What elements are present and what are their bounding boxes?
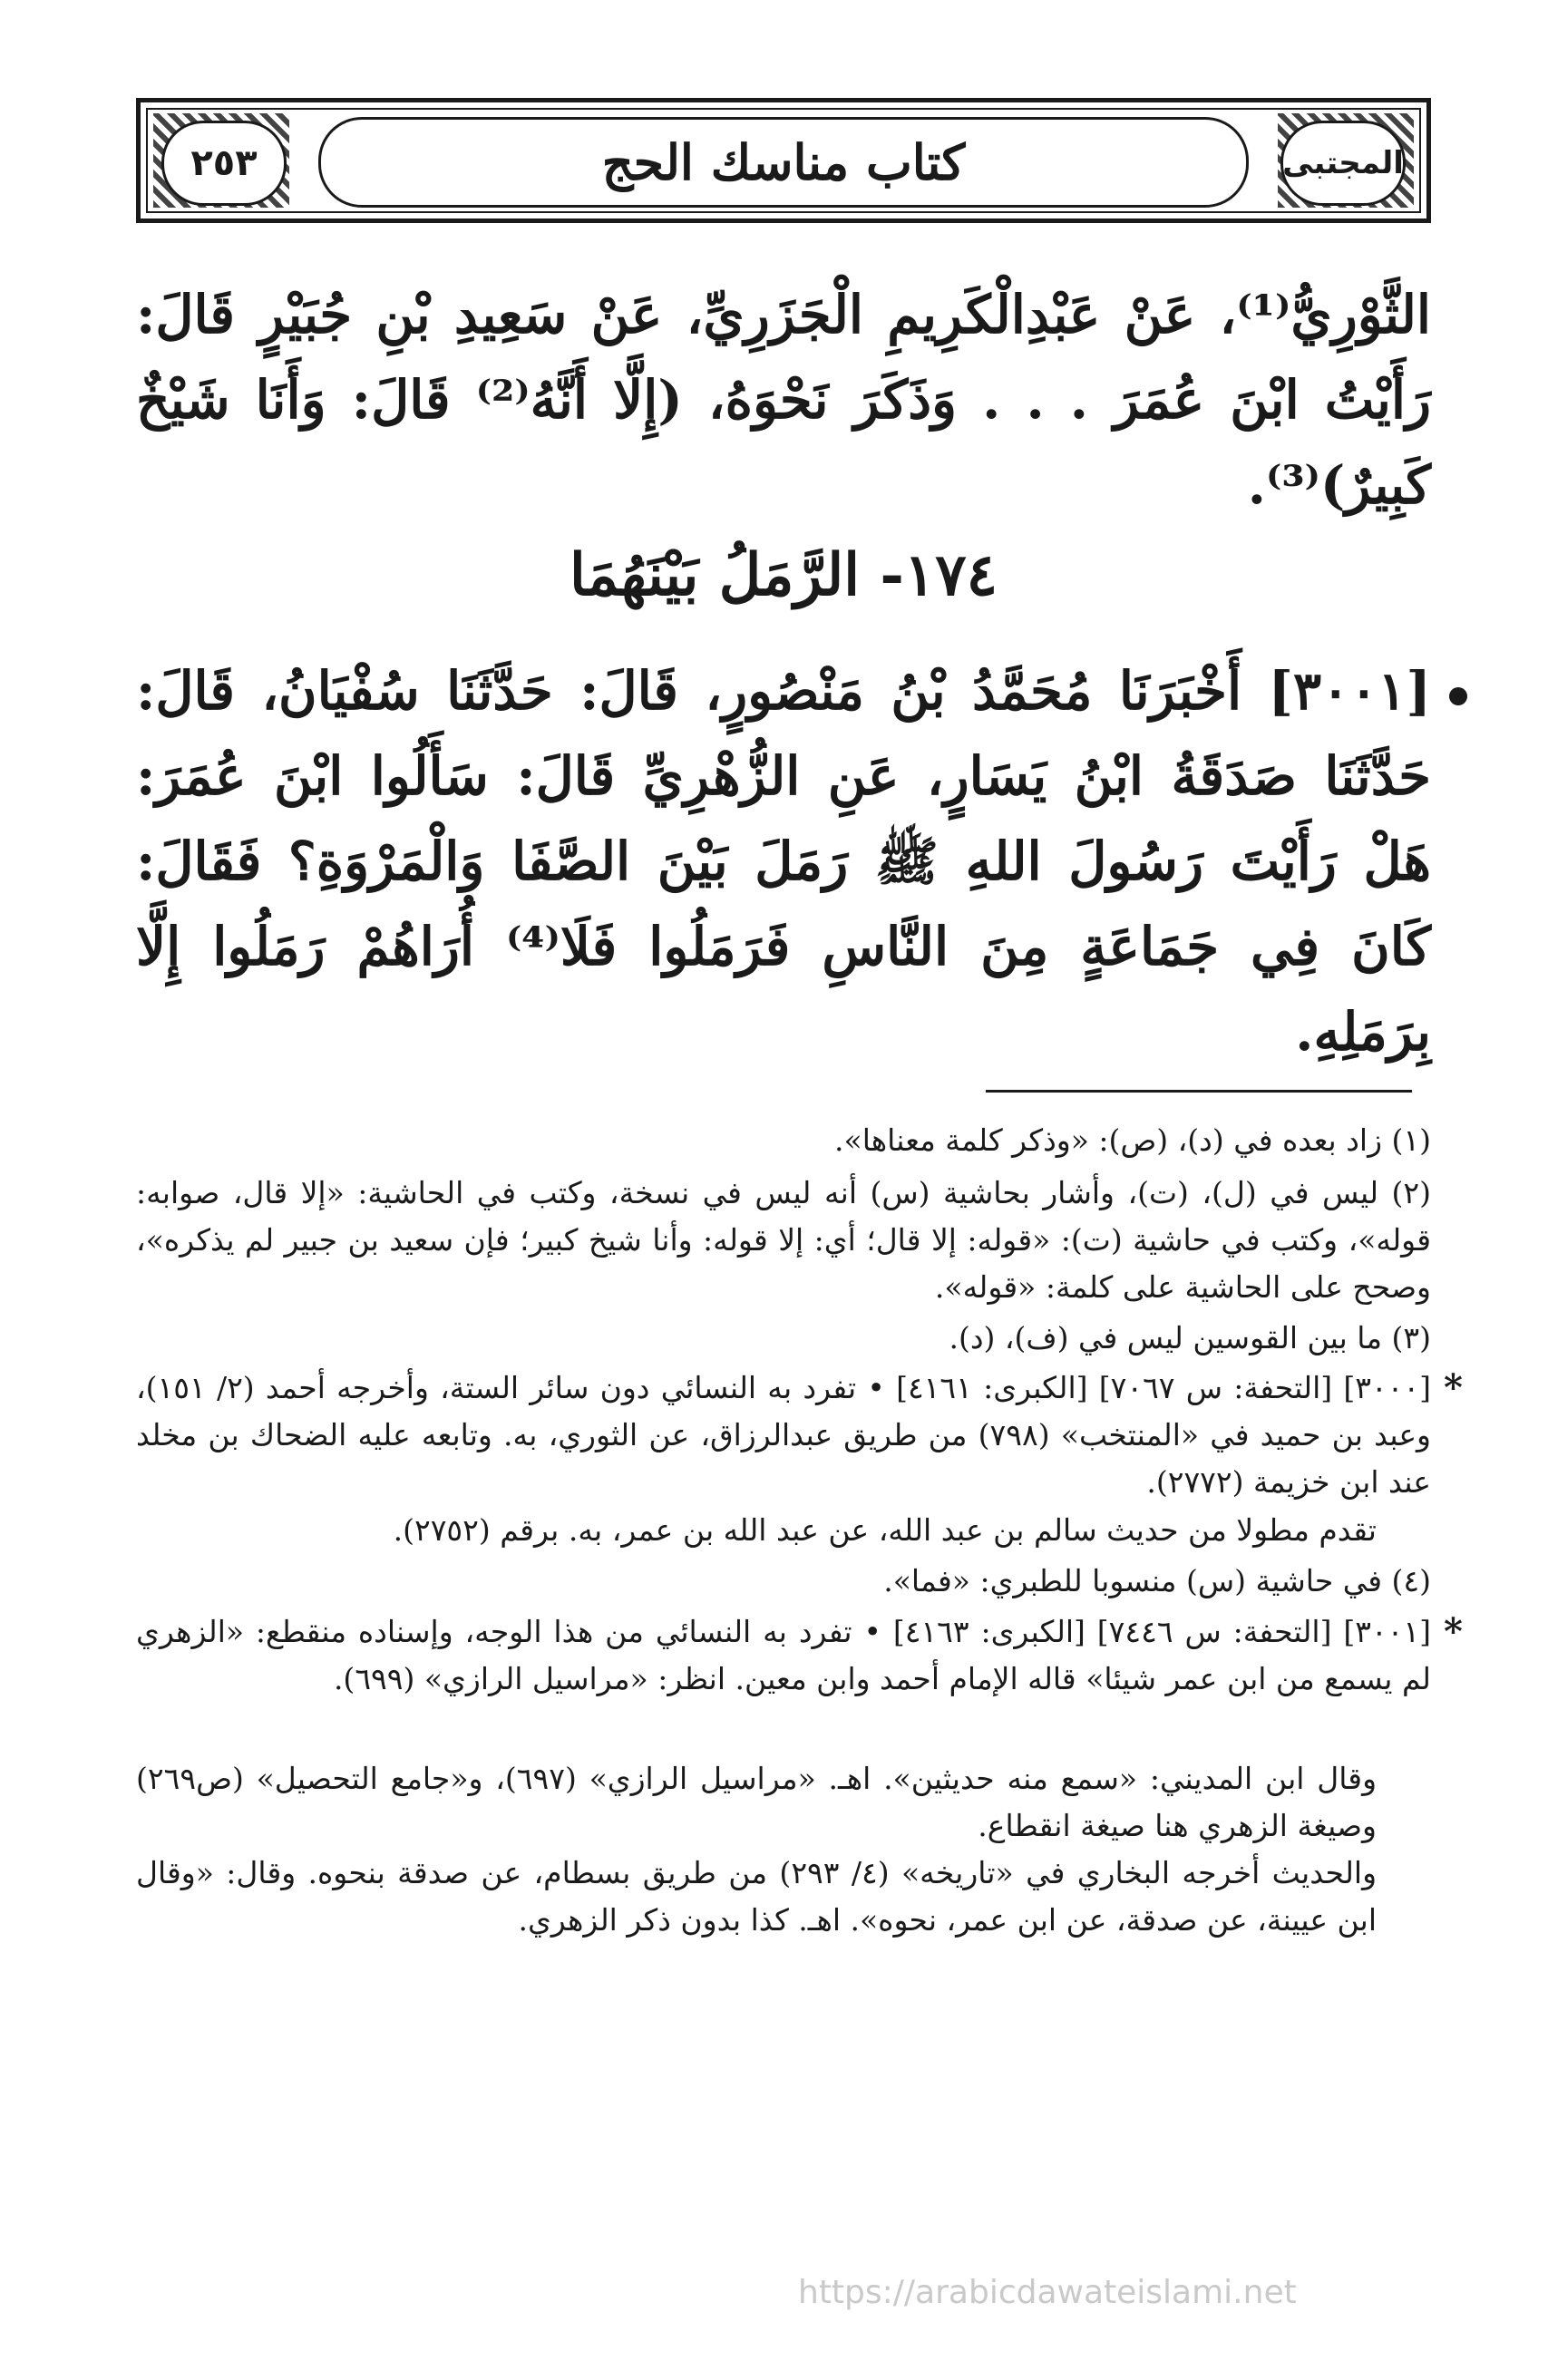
footnote-marker-star: * <box>1444 1610 1463 1653</box>
footnote-takhrij-3001: [٣٠٠١] [التحفة: س ٧٤٤٦] [الكبرى: ٤١٦٣] • تفرد به النسائي من هذا الوجه، وإسناده منقطع: «الزهري لم يسمع من ابن عمر شيئا» قاله الإمام أحمد وابن معين. انظر: «مراسيل الرازي» (٦٩٩). <box>136 1614 1431 1696</box>
footnote-takhrij-3000: [٣٠٠٠] [التحفة: س ٧٠٦٧] [الكبرى: ٤١٦١] • تفرد به النسائي دون سائر الستة، وأخرجه أحمد (٢/ ١٥١)، وعبد بن حميد في «المنتخب» (٧٩٨) من طريق عبدالرزاق، عن الثوري، به. وتابعه عليه الضحاك بن مخلد عند ابن خزيمة (٢٧٧٢). <box>136 1370 1431 1500</box>
section-heading: ١٧٤- الرَّمَلُ بَيْنَهُمَا <box>569 541 998 609</box>
footnote-4: (٤) في حاشية (س) منسوبا للطبري: «فما». <box>883 1563 1431 1598</box>
footnote-2: (٢) ليس في (ل)، (ت)، وأشار بحاشية (س) أنه ليس في نسخة، وكتب في الحاشية: «إلا قال، صوابه: قوله»، وكتب في حاشية (ت): «قوله: إلا قال؛ أي: إلا قوله: وأنا شيخ كبير؛ فإن سعيد بن جبير لم يذكره»، وصحح على الحاشية على كلمة: «قوله». <box>136 1175 1431 1305</box>
footnote-separator <box>986 1090 1412 1093</box>
watermark-url: https://arabicdawateislami.net <box>798 2274 1297 2311</box>
footnote-3: (٣) ما بين القوسين ليس في (ف)، (د). <box>949 1320 1431 1355</box>
book-title: كتاب مناسك الحج <box>601 133 966 191</box>
footnote-takhrij-3001-note-1: وقال ابن المديني: «سمع منه حديثين». اهـ. «مراسيل الرازي» (٦٩٧)، و«جامع التحصيل» (ص٢٦٩) وصيغة الزهري هنا صيغة انقطاع. <box>136 1761 1377 1843</box>
footnote-marker-star: * <box>1444 1366 1463 1409</box>
series-label: المجتبى <box>1280 121 1406 206</box>
header-title-frame <box>318 117 1249 208</box>
footnote-takhrij-3001-note-2: والحديث أخرجه البخاري في «تاريخه» (٤/ ٢٩٣) من طريق بسطام، عن صدقة بنحوه. وقال: «وقال ابن عيينة، عن صدقة، عن ابن عمر، نحوه». اهـ. كذا بدون ذكر الزهري. <box>136 1855 1377 1938</box>
intro-paragraph: الثَّوْرِيُّ⁽¹⁾، عَنْ عَبْدِالْكَرِيمِ الْجَزَرِيِّ، عَنْ سَعِيدِ بْنِ جُبَيْرٍ قَالَ: رَأَيْتُ ابْنَ عُمَرَ . . . وَذَكَرَ نَحْوَهُ، (إِلَّا أَنَّهُ⁽²⁾ قَالَ: وَأَنَا شَيْخٌ كَبِيرٌ)⁽³⁾. <box>136 284 1431 516</box>
footnote-takhrij-3000-note: تقدم مطولا من حديث سالم بن عبد الله، عن عبد الله بن عمر، به. برقم (٢٧٥٢). <box>393 1512 1377 1548</box>
footnote-1: (١) زاد بعده في (د)، (ص): «وذكر كلمة معناها». <box>834 1122 1431 1158</box>
page-header <box>136 98 1431 223</box>
page-number: ٢٥٣ <box>161 121 287 206</box>
hadith-paragraph: [٣٠٠١] أَخْبَرَنَا مُحَمَّدُ بْنُ مَنْصُورٍ، قَالَ: حَدَّثَنَا سُفْيَانُ، قَالَ: حَدَّثَنَا صَدَقَةُ ابْنُ يَسَارٍ، عَنِ الزُّهْرِيِّ قَالَ: سَأَلُوا ابْنَ عُمَرَ: هَلْ رَأَيْتَ رَسُولَ اللهِ ﷺ رَمَلَ بَيْنَ الصَّفَا وَالْمَرْوَةِ؟ فَقَالَ: كَانَ فِي جَمَاعَةٍ مِنَ النَّاسِ فَرَمَلُوا فَلَا⁽⁴⁾ أُرَاهُمْ رَمَلُوا إِلَّا بِرَمَلِهِ. <box>136 660 1432 1063</box>
hadith-bullet <box>1449 687 1467 705</box>
